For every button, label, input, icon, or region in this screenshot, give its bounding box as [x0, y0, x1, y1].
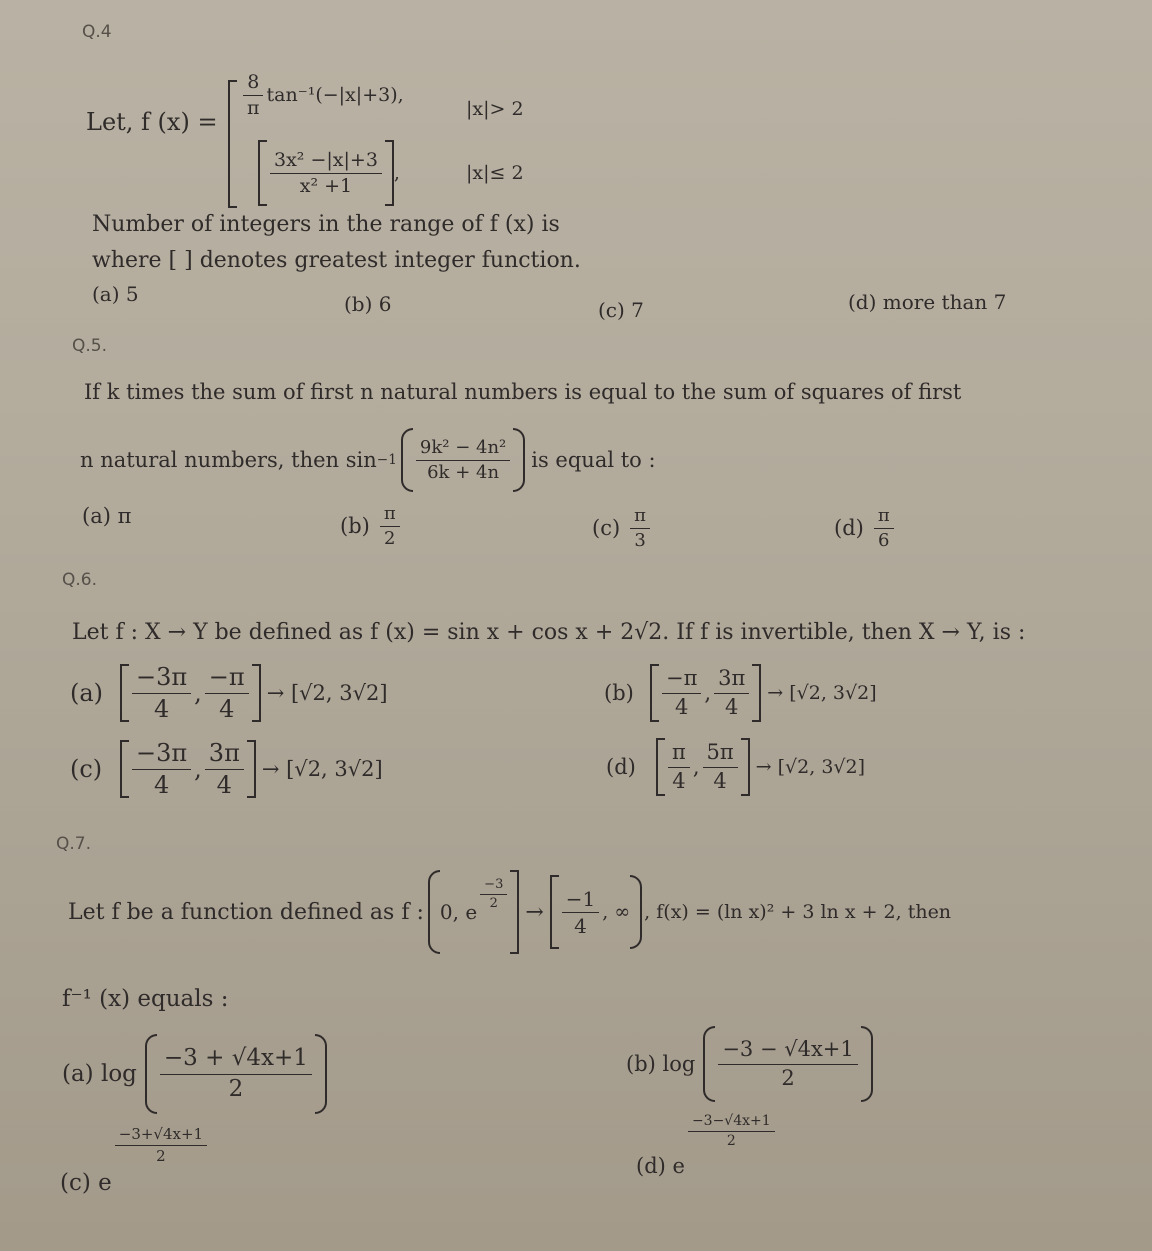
q7-option-d-label: (d) e: [636, 1154, 685, 1178]
q5-line2-sup: −1: [376, 452, 397, 468]
q7-option-a-num: −3 + √4x+1: [160, 1046, 312, 1074]
q6-option-b-bracket-right: [752, 664, 761, 722]
q4-lead-text: Let, f (x) =: [86, 108, 218, 136]
q6-option-d: [606, 738, 865, 796]
q6-option-b-frac1: [662, 667, 701, 718]
q6-option-a-comma: ,: [194, 679, 202, 707]
q4-lead: [86, 108, 218, 136]
q7-exp-num: −3: [480, 878, 507, 895]
q6-option-d-frac1: [668, 741, 690, 792]
q5-line2: [80, 428, 656, 492]
q7-stem: [68, 870, 951, 954]
q7-option-d: [636, 1114, 778, 1178]
q5-option-a: (a) π: [82, 504, 132, 528]
q4-case1-expr: tan⁻¹(−|x|+3),: [266, 84, 404, 107]
q7-domain-start: 0, e: [439, 900, 478, 924]
q6-option-c-target: → [√2, 3√2]: [261, 757, 383, 781]
q6-option-b-label: (b): [604, 681, 634, 705]
q6-option-d-bracket-right: [741, 738, 750, 796]
q7-option-a-den: 2: [228, 1075, 244, 1102]
q5-paren-left: [401, 428, 413, 492]
q6-option-a-label: (a): [70, 679, 104, 707]
q6-option-c-label: (c): [70, 755, 103, 783]
q4-case1: [240, 72, 404, 119]
q6-option-a-d2: 4: [219, 694, 235, 723]
q4-text-line1: Number of integers in the range of f (x) is: [92, 212, 560, 237]
q4-case2-comma: ,: [393, 162, 400, 184]
q7-option-d-num: −3−√4x+1: [688, 1114, 775, 1132]
q6-option-c-d2: 4: [216, 770, 232, 799]
q6-option-c-bracket-left: [120, 740, 129, 798]
q5-line2-tail: is equal to :: [531, 448, 656, 472]
q6-option-d-frac2: [703, 741, 738, 792]
q7-option-a-label: (a) log: [62, 1061, 137, 1087]
q7-option-c-exponent: [115, 1126, 207, 1164]
q4-option-a: (a) 5: [92, 282, 139, 306]
q5-option-d-num: π: [874, 506, 894, 529]
q7-domain-paren-left: [428, 870, 440, 954]
q6-option-b-bracket-left: [650, 664, 659, 722]
q6-option-a-bracket-right: [252, 664, 261, 722]
q5-frac-num: 9k² − 4n²: [416, 438, 510, 461]
q6-option-a-n1: −3π: [132, 664, 191, 693]
q5-frac: [416, 438, 510, 483]
q4-case2: [258, 140, 400, 206]
q6-option-c-frac1: [132, 740, 191, 798]
q7-lead: Let f be a function defined as f :: [68, 899, 424, 925]
q6-option-c-d1: 4: [153, 770, 170, 799]
q5-option-d: [834, 506, 897, 551]
q5-option-b-label: (b): [340, 514, 370, 539]
q4-case1-cond: |x|> 2: [466, 98, 524, 120]
q7-exp-den: 2: [489, 896, 498, 912]
q6-stem: Let f : X → Y be defined as f (x) = sin x + cos x + 2√2. If f is invertible, then X → Y, is :: [72, 620, 1026, 645]
q7-option-b: [626, 1026, 873, 1102]
q5-paren-right: [513, 428, 525, 492]
q6-option-b-d2: 4: [724, 694, 739, 719]
q6-option-b-target: → [√2, 3√2]: [767, 682, 877, 704]
q6-option-d-d2: 4: [713, 768, 727, 793]
q6-option-a-n2: −π: [205, 664, 249, 693]
q7-range-paren-right: [630, 875, 642, 949]
q6-option-a-frac2: [205, 664, 249, 722]
q4-case1-coef-den: π: [247, 96, 260, 119]
q4-option-b: (b) 6: [344, 292, 392, 316]
q7-option-b-num: −3 − √4x+1: [718, 1038, 857, 1064]
q5-option-b: [340, 504, 403, 549]
q5-line2-lead: n natural numbers, then sin: [80, 448, 377, 472]
q4-case2-frac: [270, 150, 382, 197]
q6-option-d-d1: 4: [672, 768, 686, 793]
q7-domain-exponent: [480, 878, 507, 912]
q5-option-c: [592, 506, 653, 551]
q7-option-b-label: (b) log: [626, 1052, 696, 1076]
q5-option-d-label: (d): [834, 516, 864, 541]
q6-number: Q.6.: [62, 570, 98, 590]
q6-option-a: [70, 664, 388, 722]
q6-option-c: [70, 740, 383, 798]
q6-option-d-n2: 5π: [703, 741, 738, 767]
q7-range-frac: [562, 888, 599, 937]
q4-case1-coef: [243, 72, 264, 119]
q7-tail: , f(x) = (ln x)² + 3 ln x + 2, then: [644, 901, 952, 923]
q7-range-tail: , ∞: [602, 901, 631, 923]
q7-option-b-paren-right: [861, 1026, 873, 1102]
q6-option-a-bracket-left: [120, 664, 129, 722]
q7-domain-bracket-right: [510, 870, 519, 954]
q6-option-c-n2: 3π: [205, 740, 244, 769]
q7-option-a-paren-left: [145, 1034, 157, 1114]
q7-option-d-den: 2: [726, 1133, 736, 1150]
q4-case1-coef-num: 8: [243, 72, 263, 96]
q6-option-b-n1: −π: [662, 667, 701, 693]
q7-option-c: [60, 1126, 210, 1196]
q7-option-a-paren-right: [315, 1034, 327, 1114]
q4-case2-bracket-left: [258, 140, 267, 206]
q6-option-d-n1: π: [668, 741, 690, 767]
q4-case2-den: x² +1: [299, 174, 353, 197]
q6-option-d-bracket-left: [656, 738, 665, 796]
q7-range-num: −1: [562, 888, 599, 913]
q4-case2-num: 3x² −|x|+3: [270, 150, 382, 174]
q7-option-b-frac: [718, 1038, 857, 1089]
q5-option-c-den: 3: [634, 529, 646, 551]
q5-option-b-frac: [380, 504, 400, 549]
q5-frac-den: 6k + 4n: [427, 461, 500, 483]
q7-line2: f⁻¹ (x) equals :: [62, 986, 229, 1012]
q7-option-c-label: (c) e: [60, 1170, 112, 1196]
q5-option-c-frac: [630, 506, 650, 551]
q6-option-b-frac2: [714, 667, 749, 718]
q5-option-b-num: π: [380, 504, 400, 527]
q7-number: Q.7.: [56, 834, 92, 854]
q6-option-b-comma: ,: [704, 681, 712, 705]
q6-option-b: [604, 664, 877, 722]
q7-option-c-den: 2: [156, 1146, 166, 1165]
q7-arrow: →: [525, 899, 544, 925]
q4-number: Q.4: [82, 22, 112, 42]
q5-option-d-den: 6: [878, 529, 890, 551]
q6-option-d-target: → [√2, 3√2]: [755, 756, 866, 778]
q6-option-d-comma: ,: [692, 755, 700, 779]
q7-option-b-den: 2: [781, 1065, 795, 1090]
q4-big-bracket-left: [228, 80, 237, 208]
q4-text-line2: where [ ] denotes greatest integer function.: [92, 248, 581, 273]
q6-option-c-n1: −3π: [132, 740, 191, 769]
q7-range-den: 4: [574, 913, 587, 938]
q5-number: Q.5.: [72, 336, 108, 356]
q6-option-a-frac1: [132, 664, 191, 722]
q7-option-b-paren-left: [703, 1026, 715, 1102]
q6-option-c-frac2: [205, 740, 244, 798]
q6-option-c-comma: ,: [194, 755, 202, 783]
q4-case2-bracket-right: [385, 140, 394, 206]
q5-option-b-den: 2: [384, 527, 396, 549]
q6-option-c-bracket-right: [247, 740, 256, 798]
q5-line1: If k times the sum of first n natural numbers is equal to the sum of squares of first: [84, 380, 962, 404]
q7-option-d-exponent: [688, 1114, 775, 1150]
q4-option-c: (c) 7: [598, 298, 644, 322]
q5-option-d-frac: [874, 506, 894, 551]
q5-option-c-num: π: [630, 506, 650, 529]
q7-option-c-num: −3+√4x+1: [115, 1126, 207, 1146]
q4-case2-cond: |x|≤ 2: [466, 162, 524, 184]
q7-range-bracket-left: [550, 875, 559, 949]
q6-option-a-d1: 4: [153, 694, 170, 723]
q6-option-b-d1: 4: [675, 694, 689, 719]
q7-option-a-frac: [160, 1046, 312, 1102]
q5-option-c-label: (c): [592, 516, 621, 541]
q6-option-b-n2: 3π: [714, 667, 749, 693]
q7-option-a: [62, 1034, 327, 1114]
q6-option-d-label: (d): [606, 755, 636, 779]
q4-option-d: (d) more than 7: [848, 290, 1007, 314]
q6-option-a-target: → [√2, 3√2]: [266, 681, 388, 705]
